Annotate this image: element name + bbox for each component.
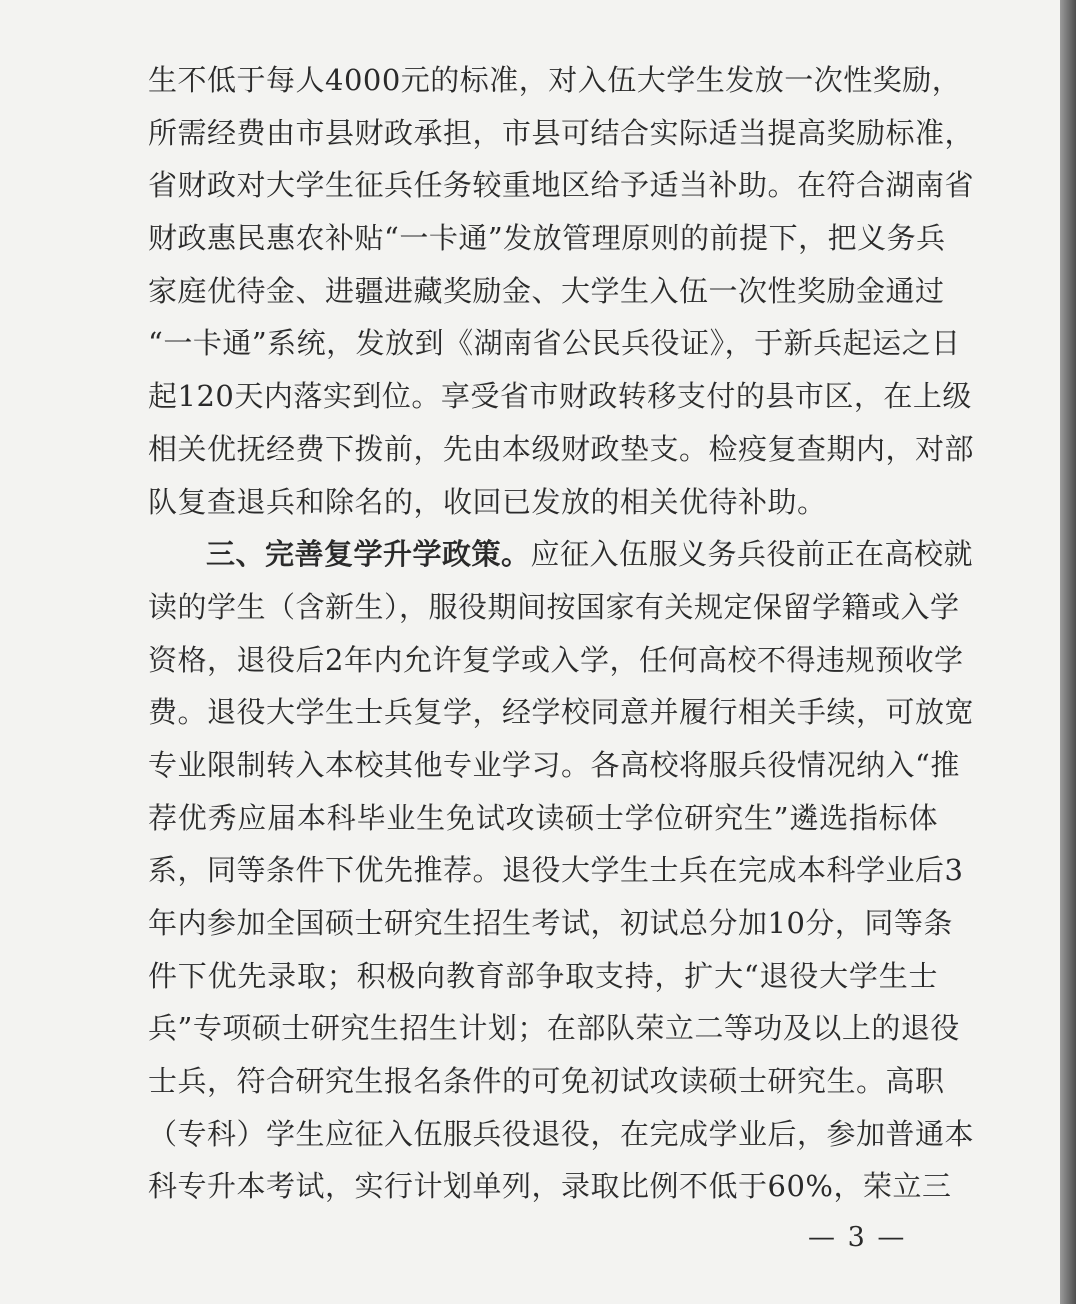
text-line: 队复查退兵和除名的，收回已发放的相关优待补助。 — [148, 484, 827, 519]
text-line: 起120天内落实到位。享受省市财政转移支付的县市区，在上级 — [148, 379, 972, 414]
text-line: 专业限制转入本校其他专业学习。各高校将服兵役情况纳入“推 — [148, 747, 960, 782]
text-line: 生不低于每人4000元的标准，对入伍大学生发放一次性奖励， — [148, 63, 962, 97]
text-line: 士兵，符合研究生报名条件的可免初试攻读硕士研究生。高职 — [148, 1064, 945, 1099]
text-line: （专科）学生应征入伍服兵役退役，在完成学业后，参加普通本 — [148, 1116, 975, 1151]
text-line: 费。退役大学生士兵复学，经学校同意并履行相关手续，可放宽 — [148, 695, 975, 730]
text-line: 兵”专项硕士研究生招生计划；在部队荣立二等功及以上的退役 — [148, 1011, 960, 1046]
text-line: “一卡通”系统，发放到《湖南省公民兵役证》，于新兵起运之日 — [148, 326, 961, 361]
text-line: 资格，退役后2年内允许复学或入学，任何高校不得违规预收学 — [148, 642, 964, 677]
body-text — [148, 54, 975, 1213]
page-number: — 3 — — [808, 1222, 907, 1253]
heading-line-text: 应征入伍服义务兵役前正在高校就 — [530, 537, 974, 572]
text-line: 科专升本考试，实行计划单列，录取比例不低于60%，荣立三 — [148, 1169, 952, 1204]
text-line: 读的学生（含新生），服役期间按国家有关规定保留学籍或入学 — [148, 589, 960, 624]
text-line: 所需经费由市县财政承担，市县可结合实际适当提高奖励标准， — [148, 115, 975, 150]
text-line: 财政惠民惠农补贴“一卡通”发放管理原则的前提下，把义务兵 — [148, 221, 946, 256]
text-line: 年内参加全国硕士研究生招生考试，初试总分加10分，同等条 — [148, 906, 953, 940]
section-heading: 三、完善复学升学政策。 — [206, 537, 531, 572]
text-line: 系，同等条件下优先推荐。退役大学生士兵在完成本科学业后3 — [148, 853, 964, 888]
text-line: 相关优抚经费下拨前，先由本级财政垫支。检疫复查期内，对部 — [148, 431, 975, 466]
text-line: 件下优先录取；积极向教育部争取支持，扩大“退役大学生士 — [148, 958, 938, 993]
section-heading-line — [148, 528, 974, 581]
page-edge-shadow — [1060, 0, 1076, 1304]
text-line: 省财政对大学生征兵任务较重地区给予适当补助。在符合湖南省 — [148, 168, 975, 203]
text-line: 荐优秀应届本科毕业生免试攻读硕士学位研究生”遴选指标体 — [148, 800, 938, 835]
text-line: 家庭优待金、进疆进藏奖励金、大学生入伍一次性奖励金通过 — [148, 273, 945, 308]
